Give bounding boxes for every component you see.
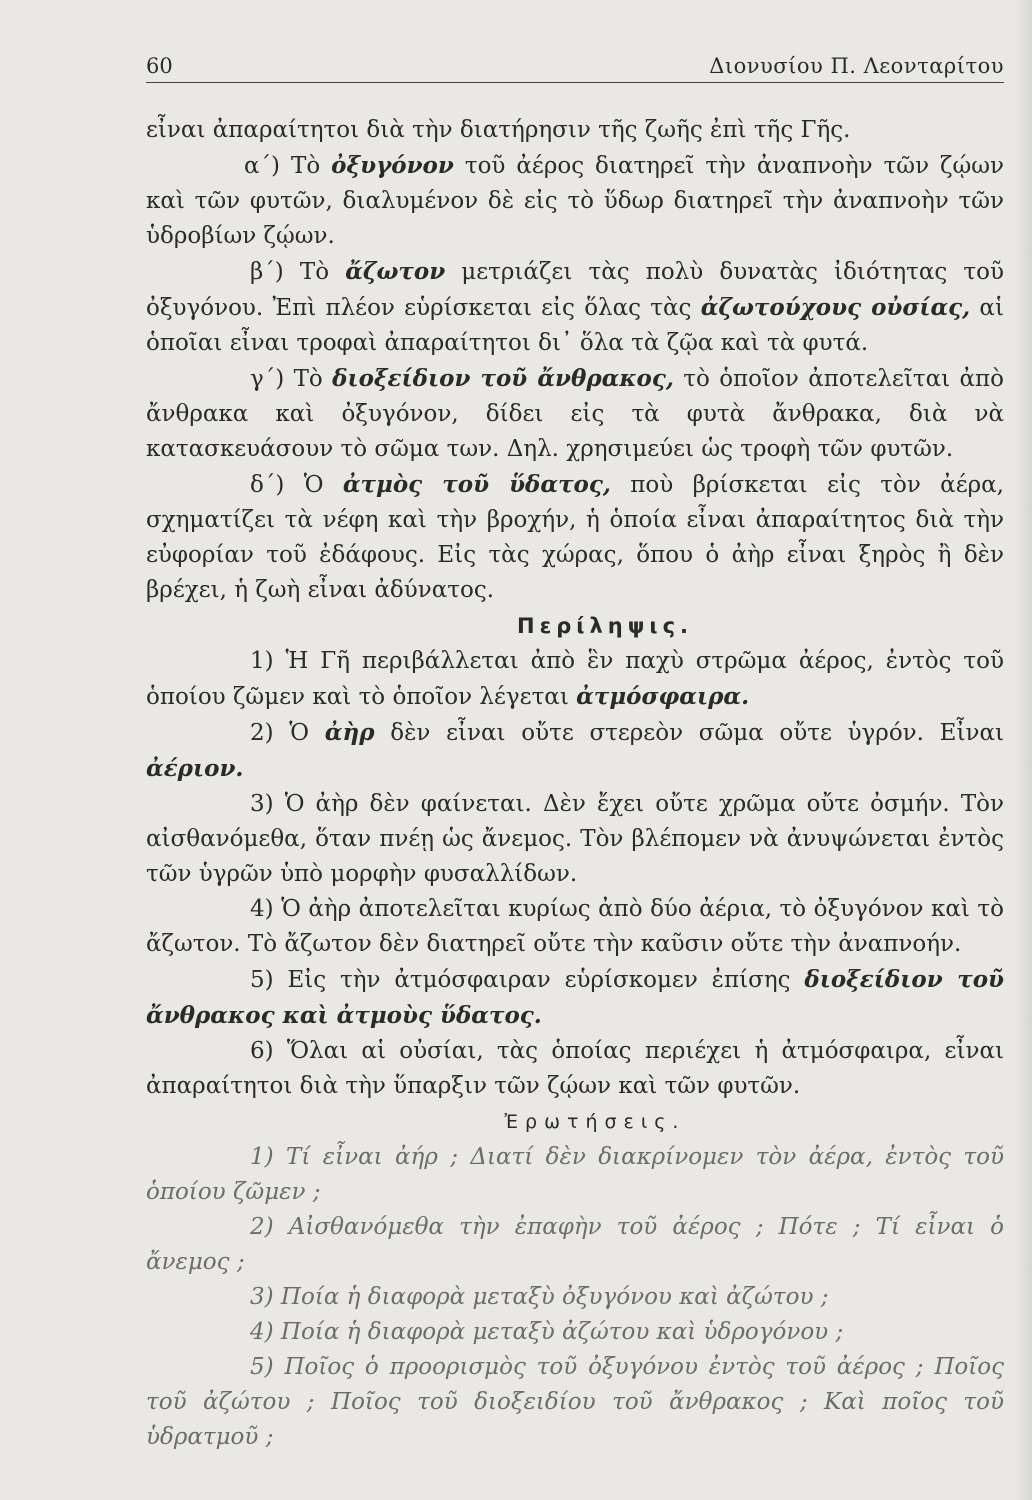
text-run: τοῦ ἀέρος διατηρεῖ τὴν ἀναπνοὴν τῶν ζῴων καὶ τῶν φυτῶν, διαλυμένον δὲ εἰς τὸ ὕδωρ διατηρεῖ τὴν ἀναπνοὴν τῶν ὑδροβίων ζῴων. — [146, 153, 1004, 249]
term-water-vapour: ἀτμὸς τοῦ ὕδατος, — [342, 471, 611, 498]
question-1: 1) Τί εἶναι ἀήρ ; Διατί δὲν διακρίνομεν τὸν ἀέρα, ἐντὸς τοῦ ὁποίου ζῶμεν ; — [146, 1144, 1004, 1205]
summary-item-1 — [146, 644, 1004, 715]
term-gas: ἀέριον. — [146, 755, 244, 782]
text-run: 2) Ὁ — [250, 720, 325, 746]
text-run: μετριάζει τὰς πολὺ δυνατὰς ἰδιότητας τοῦ ὀξυγόνου. Ἐπὶ πλέον εὑρίσκεται εἰς ὅλας τὰς — [146, 259, 1004, 321]
text-run: 1) Ἡ Γῆ περιβάλλεται ἀπὸ ἓν παχὺ στρῶμα ἀέρος, ἐντὸς τοῦ ὁποίου ζῶμεν καὶ τὸ ὁποῖον λέγεται — [146, 648, 1004, 710]
term-carbon-dioxide: διοξείδιον τοῦ ἄνθρακος, — [332, 365, 674, 392]
text-run: ποὺ βρίσκεται εἰς τὸν ἀέρα, σχηματίζει τὰ νέφη καὶ τὴν βροχήν, ἡ ὁποία εἶναι ἀπαραίτητος διὰ τὴν εὐφορίαν τοῦ ἐδάφους. Εἰς τὰς χώρας, ὅπου ὁ ἀὴρ εἶναι ξηρὸς ἢ δὲν βρέχει, ἡ ζωὴ εἶναι ἀδύνατος. — [146, 472, 1004, 603]
text-run: γ΄) Τὸ — [250, 366, 333, 392]
paragraph-carbon-dioxide — [146, 361, 1004, 467]
page-number: 60 — [146, 54, 173, 78]
term-co2-and-vapour: διοξείδιον τοῦ ἄνθρακος καὶ ἀτμοὺς ὕδατος. — [146, 966, 1004, 1029]
text-run: α΄) Τὸ — [244, 153, 332, 179]
summary-item-6: 6) Ὅλαι αἱ οὐσίαι, τὰς ὁποίας περιέχει ἡ ἀτμόσφαιρα, εἶναι ἀπαραίτητοι διὰ τὴν ὕπαρξιν τῶν ζῴων καὶ τῶν φυτῶν. — [146, 1038, 1004, 1099]
text-run: δ΄) Ὁ — [250, 472, 343, 498]
running-head — [146, 52, 1004, 83]
page-body — [146, 113, 1004, 1455]
paragraph-continuation: εἶναι ἀπαραίτητοι διὰ τὴν διατήρησιν τῆς ζωῆς ἐπὶ τῆς Γῆς. — [146, 117, 851, 143]
term-atmosphere: ἀτμόσφαιρα. — [576, 683, 750, 710]
question-4: 4) Ποία ἡ διαφορὰ μεταξὺ ἀζώτου καὶ ὑδρογόνου ; — [250, 1319, 844, 1345]
question-2: 2) Αἰσθανόμεθα τὴν ἐπαφὴν τοῦ ἀέρος ; Πότε ; Τί εἶναι ὁ ἄνεμος ; — [146, 1214, 1004, 1275]
questions-list — [146, 1140, 1004, 1455]
paragraph-water-vapour — [146, 467, 1004, 608]
questions-heading: Ἐρωτήσεις. — [504, 1111, 686, 1133]
text-run: τὸ ὁποῖον ἀποτελεῖται ἀπὸ ἄνθρακα καὶ ὀξυγόνον, δίδει εἰς τὰ φυτὰ ἄνθρακα, διὰ νὰ κατασκευάσουν τὸ σῶμα των. Δηλ. χρησιμεύει ὡς τροφὴ τῶν φυτῶν. — [146, 366, 1004, 462]
summary-item-5 — [146, 962, 1004, 1034]
text-run: 5) Εἰς τὴν ἀτμόσφαιραν εὑρίσκομεν ἐπίσης — [250, 967, 805, 993]
question-5: 5) Ποῖος ὁ προορισμὸς τοῦ ὀξυγόνου ἐντὸς τοῦ ἀέρος ; Ποῖος τοῦ ἀζώτου ; Ποῖος τοῦ διοξειδίου τοῦ ἄνθρακος ; Καὶ ποῖος τοῦ ὑδρατμοῦ ; — [146, 1354, 1004, 1450]
question-3: 3) Ποία ἡ διαφορὰ μεταξὺ ὀξυγόνου καὶ ἀζώτου ; — [250, 1284, 829, 1310]
term-oxygen: ὀξυγόνον — [331, 152, 454, 179]
term-nitrogen: ἄζωτον — [345, 258, 446, 285]
summary-item-4: 4) Ὁ ἀὴρ ἀποτελεῖται κυρίως ἀπὸ δύο ἀέρια, τὸ ὀξυγόνον καὶ τὸ ἄζωτον. Τὸ ἄζωτον δὲν διατηρεῖ οὔτε τὴν καῦσιν οὔτε τὴν ἀναπνοήν. — [146, 896, 1004, 957]
summary-item-3: 3) Ὁ ἀὴρ δὲν φαίνεται. Δὲν ἔχει οὔτε χρῶμα οὔτε ὀσμήν. Τὸν αἰσθανόμεθα, ὅταν πνέῃ ὡς ἄνεμος. Τὸν βλέπομεν νὰ ἀνυψώνεται ἐντὸς τῶν ὑγρῶν ὑπὸ μορφὴν φυσαλλίδων. — [146, 791, 1004, 887]
running-title: Διονυσίου Π. Λεονταρίτου — [709, 54, 1004, 78]
text-run: β΄) Τὸ — [250, 259, 346, 285]
text-run: αἱ ὁποῖαι εἶναι τροφαὶ ἀπαραίτητοι δι᾿ ὅλα τὰ ζῷα καὶ τὰ φυτά. — [146, 295, 1004, 356]
summary-heading: Περίληψις. — [517, 614, 693, 638]
term-nitrogenous-substances: ἀζωτούχους οὐσίας, — [700, 294, 971, 321]
paragraph-oxygen — [146, 148, 1004, 254]
page-edge-shadow — [1014, 0, 1032, 1500]
summary-item-2 — [146, 715, 1004, 787]
text-run: δὲν εἶναι οὔτε στερεὸν σῶμα οὔτε ὑγρόν. Εἶναι — [374, 720, 1004, 746]
term-air: ἀὴρ — [324, 719, 375, 746]
paragraph-nitrogen — [146, 254, 1004, 361]
